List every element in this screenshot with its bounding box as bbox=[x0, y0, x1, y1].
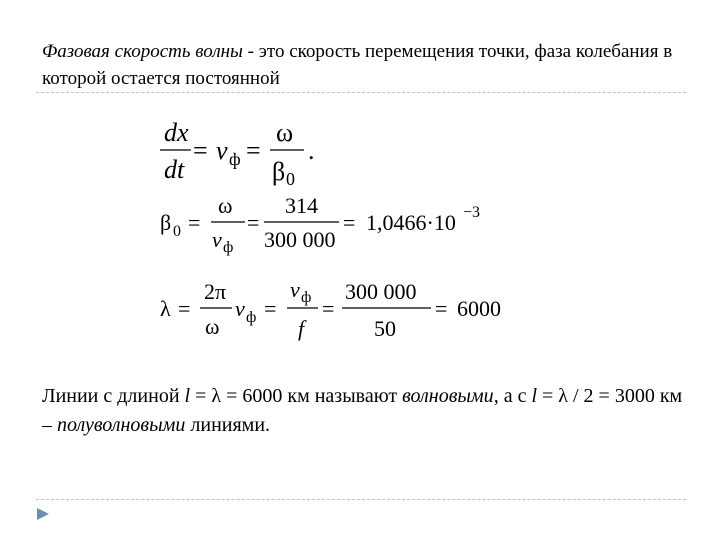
f1-eq1: = bbox=[193, 136, 208, 165]
f2-eq1: = bbox=[188, 210, 201, 235]
f1-den-left: dt bbox=[164, 155, 185, 184]
para-l-symbol-1: l bbox=[184, 385, 191, 407]
f2-num2: 314 bbox=[285, 193, 318, 218]
f3-den1: ω bbox=[205, 314, 220, 339]
lines-paragraph bbox=[42, 382, 692, 440]
f3-num1: 2π bbox=[204, 279, 227, 304]
f1-den-right: β bbox=[272, 157, 286, 186]
f3-num2-sub: ф bbox=[301, 289, 312, 306]
f2-beta-sub: 0 bbox=[173, 223, 181, 240]
f1-den-right-sub: 0 bbox=[286, 169, 295, 189]
para-text-2: = λ = 6000 км называют bbox=[190, 385, 403, 407]
heading-definition: - это скорость перемещения точки, фаза колебания в которой остается постоянной bbox=[42, 41, 673, 89]
f2-result: 1,0466·10 bbox=[366, 210, 456, 235]
f1-v-sub: ф bbox=[229, 149, 241, 169]
f2-exp: −3 bbox=[463, 204, 481, 221]
f1-num-right: ω bbox=[276, 118, 294, 147]
f3-result: 6000 bbox=[457, 296, 501, 321]
f2-eq2: = bbox=[247, 210, 260, 235]
f3-eq1: = bbox=[178, 296, 191, 321]
f3-num2: v bbox=[290, 277, 300, 302]
f2-den2: 300 000 bbox=[264, 227, 336, 252]
para-term-halfwave: полуволновыми bbox=[57, 414, 186, 436]
f3-den2: f bbox=[298, 316, 305, 341]
f3-eq4: = bbox=[435, 296, 448, 321]
f2-num1: ω bbox=[218, 193, 233, 218]
f3-v-sub: ф bbox=[246, 309, 257, 326]
f3-num3: 300 000 bbox=[345, 279, 417, 304]
f3-v: v bbox=[235, 296, 245, 321]
para-text-1: Линии с длиной bbox=[42, 385, 185, 407]
f1-dot: . bbox=[308, 136, 315, 165]
f3-eq2: = bbox=[264, 296, 277, 321]
para-text-3: , а с bbox=[493, 385, 532, 407]
f3-eq3: = bbox=[322, 296, 335, 321]
formula-beta bbox=[160, 193, 480, 256]
para-term-wave: волновыми bbox=[402, 385, 494, 407]
f2-den1-sub: ф bbox=[223, 239, 234, 256]
heading-term: Фазовая скорость волны bbox=[42, 41, 243, 62]
f3-lambda: λ bbox=[160, 296, 171, 321]
triangle-right-icon[interactable] bbox=[36, 507, 50, 521]
f1-num-left: dx bbox=[164, 118, 189, 147]
para-text-4: = λ / 2 = 3000 км – bbox=[42, 385, 683, 436]
formula-lambda bbox=[160, 277, 501, 341]
f3-den3: 50 bbox=[374, 316, 396, 341]
f2-eq3: = bbox=[343, 210, 356, 235]
f1-v: v bbox=[216, 136, 228, 165]
f2-beta: β bbox=[160, 210, 172, 235]
f1-eq2: = bbox=[246, 136, 261, 165]
para-l-symbol-2: l bbox=[531, 385, 538, 407]
f2-den1: v bbox=[212, 227, 222, 252]
bottom-divider bbox=[36, 499, 686, 500]
para-text-5: линиями. bbox=[185, 414, 271, 436]
formula-phase-velocity bbox=[160, 118, 315, 189]
